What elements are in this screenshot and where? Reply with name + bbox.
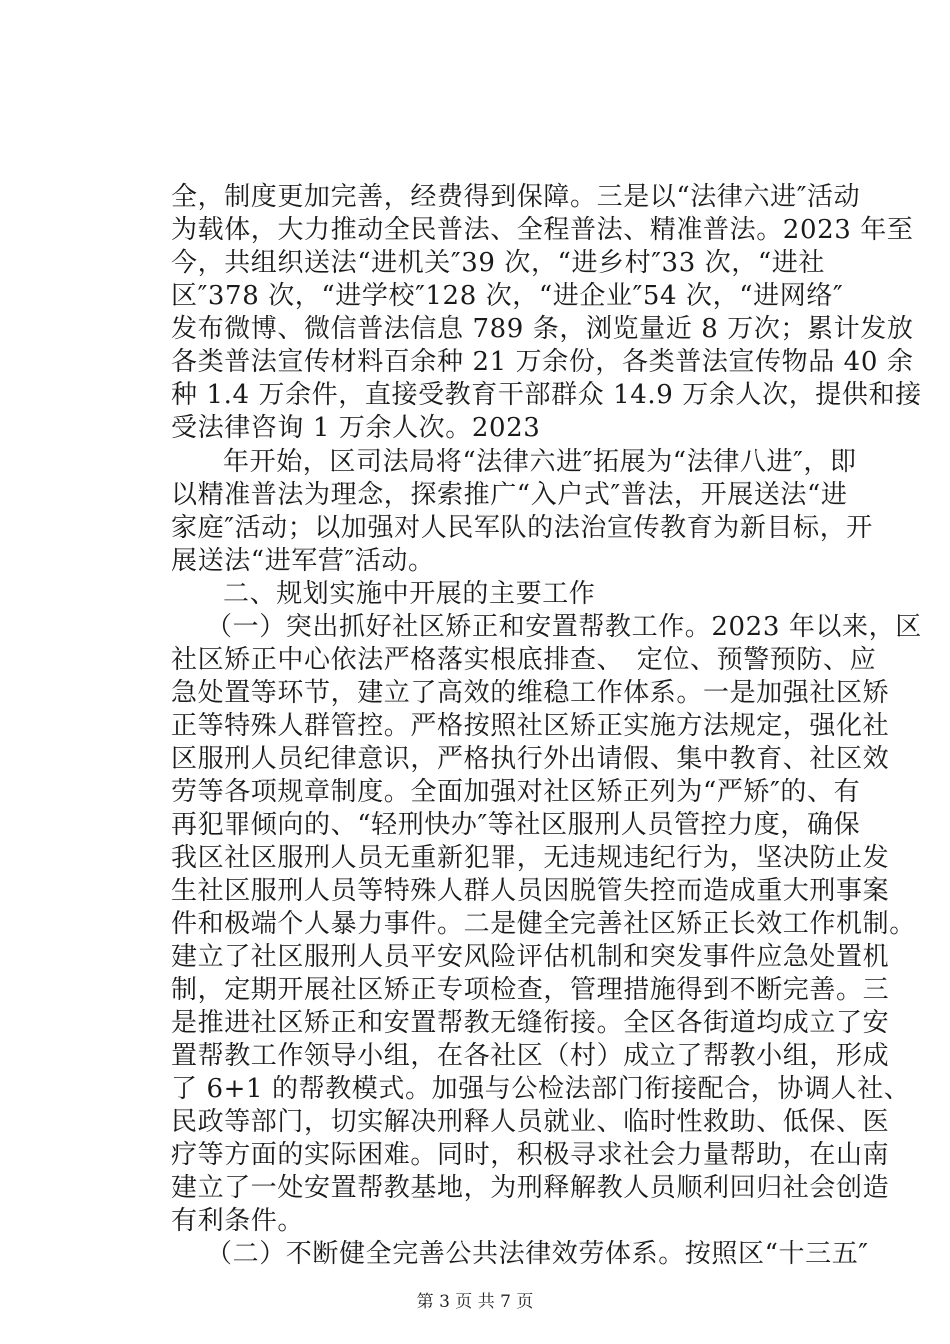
subsection-heading-line: （二）不断健全完善公共法律效劳体系。按照区“十三五″ bbox=[206, 1239, 869, 1269]
page-total: 共 7 页 bbox=[477, 1292, 534, 1312]
body-text-line: 民政等部门，切实解决刑释人员就业、临时性救助、低保、医 bbox=[171, 1107, 890, 1137]
body-text-line: 制，定期开展社区矫正专项检查，管理措施得到不断完善。三 bbox=[171, 975, 890, 1005]
body-text-line: 是推进社区矫正和安置帮教无缝衔接。全区各街道均成立了安 bbox=[171, 1008, 890, 1038]
body-text-line: 再犯罪倾向的、“轻刑快办″等社区服刑人员管控力度，确保 bbox=[171, 810, 861, 840]
body-text-line: 急处置等环节，建立了高效的维稳工作体系。一是加强社区矫 bbox=[171, 678, 890, 708]
body-text-line: 建立了一处安置帮教基地，为刑释解教人员顺利回归社会创造 bbox=[171, 1173, 890, 1203]
body-text-line: 社区矫正中心依法严格落实根底排查、 定位、预警预防、应 bbox=[171, 645, 877, 675]
body-text-line: 生社区服刑人员等特殊人群人员因脱管失控而造成重大刑事案 bbox=[171, 876, 890, 906]
body-text-line: 件和极端个人暴力事件。二是健全完善社区矫正长效工作机制。 bbox=[171, 909, 916, 939]
body-text-line: 为载体，大力推动全民普法、全程普法、精准普法。2023 年至 bbox=[171, 215, 914, 245]
body-text-line: 区服刑人员纪律意识，严格执行外出请假、集中教育、社区效 bbox=[171, 744, 890, 774]
page-footer bbox=[0, 1291, 950, 1313]
body-text-line: 置帮教工作领导小组，在各社区（村）成立了帮教小组，形成 bbox=[171, 1041, 890, 1071]
body-text-line: 劳等各项规章制度。全面加强对社区矫正列为“严矫″的、有 bbox=[171, 777, 861, 807]
body-text-line: 以精准普法为理念，探索推广“入户式″普法，开展送法“进 bbox=[171, 480, 848, 510]
body-text-line: 正等特殊人群管控。严格按照社区矫正实施方法规定，强化社 bbox=[171, 711, 890, 741]
body-text-line: 展送法“进军营″活动。 bbox=[171, 546, 435, 576]
body-text-line: 有利条件。 bbox=[171, 1206, 305, 1236]
body-text-line: 年开始，区司法局将“法律六进″拓展为“法律八进″，即 bbox=[223, 447, 857, 477]
body-text-line: 了 6+1 的帮教模式。加强与公检法部门衔接配合，协调人社、 bbox=[171, 1074, 911, 1104]
section-heading: 二、规划实施中开展的主要工作 bbox=[223, 579, 596, 609]
body-text-line: 发布微博、微信普法信息 789 条，浏览量近 8 万次；累计发放 bbox=[171, 314, 914, 344]
body-text-line: 家庭″活动；以加强对人民军队的法治宣传教育为新目标，开 bbox=[171, 513, 873, 543]
body-text-line: 区″378 次，“进学校″128 次，“进企业″54 次，“进网络″ bbox=[171, 281, 844, 311]
body-text-line: 各类普法宣传材料百余种 21 万余份，各类普法宣传物品 40 余 bbox=[171, 347, 914, 377]
body-text-line: 受法律咨询 1 万余人次。2023 bbox=[171, 413, 541, 443]
body-text-line: 疗等方面的实际困难。同时，积极寻求社会力量帮助，在山南 bbox=[171, 1140, 890, 1170]
body-text-line: 全，制度更加完善，经费得到保障。三是以“法律六进″活动 bbox=[171, 182, 861, 212]
body-text-line: 种 1.4 万余件，直接受教育干部群众 14.9 万余人次，提供和接 bbox=[171, 380, 922, 410]
body-text-line: 我区社区服刑人员无重新犯罪，无违规违纪行为，坚决防止发 bbox=[171, 843, 890, 873]
subsection-heading-line: （一）突出抓好社区矫正和安置帮教工作。2023 年以来，区 bbox=[206, 612, 922, 642]
body-text-line: 建立了社区服刑人员平安风险评估机制和突发事件应急处置机 bbox=[171, 942, 890, 972]
page-number: 第 3 页 bbox=[416, 1292, 473, 1312]
body-text-line: 今，共组织送法“进机关″39 次，“进乡村″33 次，“进社 bbox=[171, 248, 825, 278]
